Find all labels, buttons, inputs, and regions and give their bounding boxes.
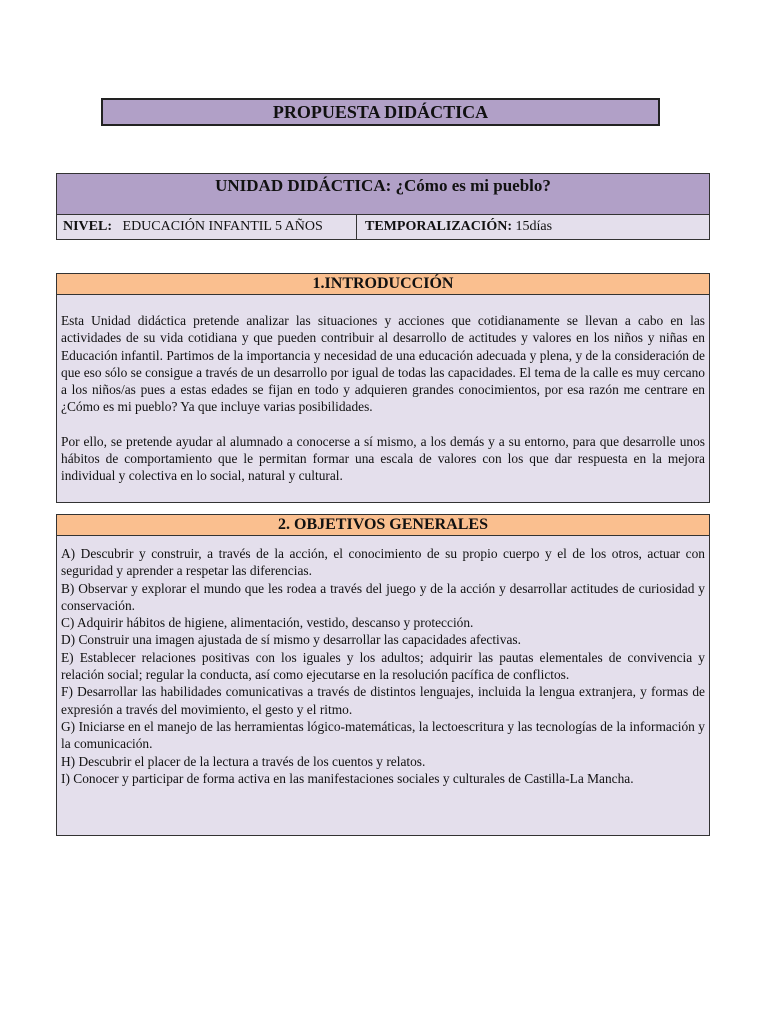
objetivo-item: G) Iniciarse en el manejo de las herramientas lógico-matemáticas, la lectoescritura y las tecnologías de la información y la comunicación.: [61, 718, 705, 752]
objetivos-heading: 2. OBJETIVOS GENERALES: [57, 515, 709, 536]
temporalizacion-cell: [357, 215, 709, 239]
objetivo-item: I) Conocer y participar de forma activa en las manifestaciones sociales y culturales de Castilla-La Mancha.: [61, 770, 634, 786]
objetivo-item: A) Descubrir y construir, a través de la acción, el conocimiento de su propio cuerpo y el de los otros, actuar con seguridad y aprender a respetar las diferencias.: [61, 546, 705, 579]
nivel-label: NIVEL:: [63, 219, 113, 234]
objetivo-item: D) Construir una imagen ajustada de sí mismo y desarrollar las capacidades afectivas.: [61, 632, 521, 648]
unit-info-row: [57, 215, 709, 239]
objetivos-body: [57, 536, 709, 835]
introduccion-paragraph: Por ello, se pretende ayudar al alumnado a conocerse a sí mismo, a los demás y a su entorno, para que desarrolle unos hábitos de comportamiento que le permitan formar una escala de valores con los que dar respuesta en la mejora individual y colectiva en lo social, natural y cultural.: [61, 433, 705, 484]
introduccion-section: [56, 273, 710, 503]
objetivo-item: B) Observar y explorar el mundo que les rodea a través del juego y de la acción y desarrollar actitudes de curiosidad y conservación.: [61, 580, 705, 613]
introduccion-paragraph: Esta Unidad didáctica pretende analizar las situaciones y acciones que cotidianamente se llevan a cabo en las actividades de su vida cotidiana y que pueden contribuir al desarrollo de actitudes y valores en los niños y niñas en Educación infantil. Partimos de la importancia y necesidad de una educación adecuada y plena, y de la consideración de que eso sólo se consigue a través de un desarrollo por igual de todas las capacidades. El tema de la calle es muy cercano a los niños/as pues a estas edades se fijan en todo y adquieren grandes conocimientos, por esa razón me centrare en ¿Cómo es mi pueblo? Ya que incluye varias posibilidades.: [61, 313, 705, 415]
objetivo-item: H) Descubrir el placer de la lectura a través de los cuentos y relatos.: [61, 753, 426, 769]
temporalizacion-label: TEMPORALIZACIÓN:: [365, 219, 513, 234]
page-title: PROPUESTA DIDÁCTICA: [101, 98, 660, 126]
introduccion-body: [57, 295, 709, 502]
objetivos-section: [56, 514, 710, 836]
introduccion-heading: 1.INTRODUCCIÓN: [57, 274, 709, 295]
unit-table: [56, 173, 710, 240]
nivel-cell: [57, 215, 357, 239]
unit-heading: UNIDAD DIDÁCTICA: ¿Cómo es mi pueblo?: [57, 174, 709, 215]
objetivo-item: E) Establecer relaciones positivas con los iguales y los adultos; adquirir las pautas elementales de convivencia y relación social; regular la conducta, así como ejecutarse en la resolución pacífica de conflictos.: [61, 649, 705, 683]
nivel-value: EDUCACIÓN INFANTIL 5 AÑOS: [122, 219, 323, 234]
objetivo-item: C) Adquirir hábitos de higiene, alimentación, vestido, descanso y protección.: [61, 615, 474, 631]
temporalizacion-value: 15días: [515, 219, 553, 234]
objetivo-item: F) Desarrollar las habilidades comunicativas a través de distintos lenguajes, incluida la lengua extranjera, y formas de expresión a través del movimiento, el gesto y el ritmo.: [61, 684, 705, 717]
